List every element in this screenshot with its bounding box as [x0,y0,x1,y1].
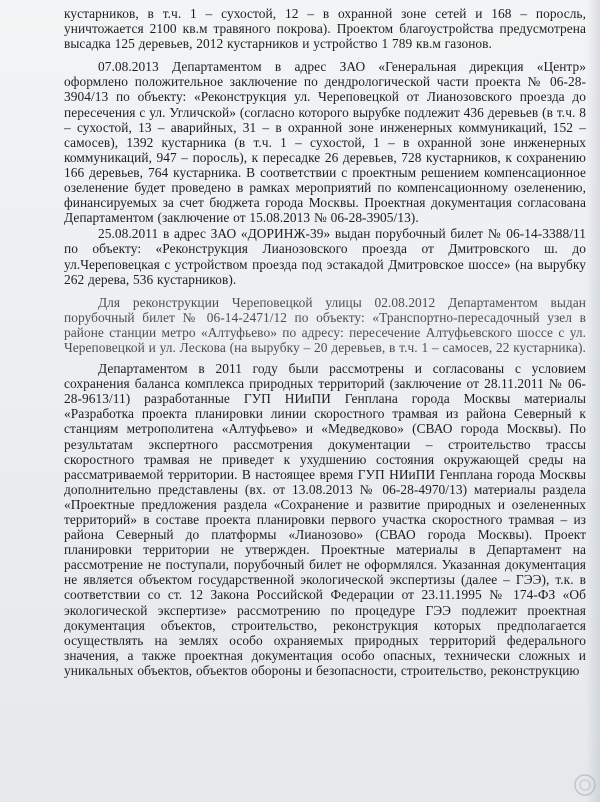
paragraph-altufyevo-transport-hub: Для реконструкции Череповецкой улицы 02.08.2012 Департаментом выдан порубочный билет № 06-14-2471/12 по объекту: «Транспортно-пересадочный узел в районе станции метро «Алтуфьево» по адресу: пересечение Алтуфьевского шоссе с ул. Череповецкой и ул. Лескова (на вырубку – 20 деревьев, в т.ч. 1 – самосев, 22 кустарника). [64,294,586,355]
scan-edge-shadow [586,0,600,802]
paragraph-dorinzh-felling-ticket: 25.08.2011 в адрес ЗАО «ДОРИНЖ-39» выдан порубочный билет № 06-14-3388/11 по объекту: «Реконструкция Лианозовского проезда от Дмитровского ш. до ул.Череповецкая с устройством проезда под эстакадой Дмитровское шоссе» (на вырубку 262 дерева, 536 кустарников). [64,226,586,287]
corner-watermark-icon [572,772,598,798]
paragraph-shrubs-continuation: кустарников, в т.ч. 1 – сухостой, 12 – в охранной зоне сетей и 168 – поросль, уничтожается 2100 кв.м травяного покрова). Проектом благоустройства предусмотрена высадка 125 деревьев, 2012 кустарников и устройство 1 789 кв.м газонов. [64,6,586,52]
paragraph-cherepovetskaya-conclusion: 07.08.2013 Департаментом в адрес ЗАО «Генеральная дирекция «Центр» оформлено положительное заключение по дендрологической части проекта № 06-28-3904/13 по объекту: «Реконструкция ул. Череповецкой от Лианозовского проезда до пересечения с ул. Угличской» (согласно которого вырубке подлежит 436 деревьев (в т.ч. 8 – сухостой, 13 – аварийных, 31 – в охранной зоне инженерных коммуникаций, 152 – самосев), 1392 кустарника (в т.ч. 1 – сухостой, 1 – в охранной зоне инженерных коммуникаций, 947 – поросль), к пересадке 26 деревьев, 728 кустарников, к сохранению 166 деревьев, 764 кустарника. В соответствии с проектным решением компенсационное озеленение будет проведено в рамках мероприятий по компенсационному озеленению, финансируемых за счет бюджета города Москвы. Проектная документация согласована Департаментом (заключение от 15.08.2013 № 06-28-3905/13). [64,59,586,226]
paragraph-tram-line-review: Департаментом в 2011 году были рассмотрены и согласованы с условием сохранения баланса комплекса природных территорий (заключение от 28.11.2011 № 06-28-9613/11) разработанные ГУП НИиПИ Генплана города Москвы материалы «Разработка проекта планировки линии скоростного трамвая из района Северный к станциям метрополитена «Алтуфьево» и «Медведково» (СВАО города Москвы). По результатам экспертного рассмотрения документации – строительство трассы скоростного трамвая не приведет к ухудшению состояния окружающей среды на рассматриваемой территории. В настоящее время ГУП НИиПИ Генплана города Москвы дополнительно представлены (вх. от 13.08.2013 № 06-28-4970/13) материалы раздела «Проектные предложения раздела «Сохранение и развитие природных и озелененных территорий» в составе проекта планировки первого участка скоростного трамвая – из района Северный до платформы «Лианозово» (СВАО города Москвы). Проект планировки территории не утвержден. Проектные материалы в Департамент на рассмотрение не поступали, порубочный билет не оформлялся. Указанная документация не является объектом государственной экологической экспертизы (далее – ГЭЭ), т.к. в соответствии со ст. 12 Закона Российской Федерации от 23.11.1995 № 174-ФЗ «Об экологической экспертизе» рассмотрению по процедуре ГЭЭ подлежит проектная документация объектов, строительство, реконструкция которых предполагается осуществлять на землях особо охраняемых природных территорий федерального значения, а также проектная документация особо опасных, технически сложных и уникальных объектов, объектов обороны и безопасности, строительство, реконструкцию [64,361,586,678]
document-body [64,6,586,678]
